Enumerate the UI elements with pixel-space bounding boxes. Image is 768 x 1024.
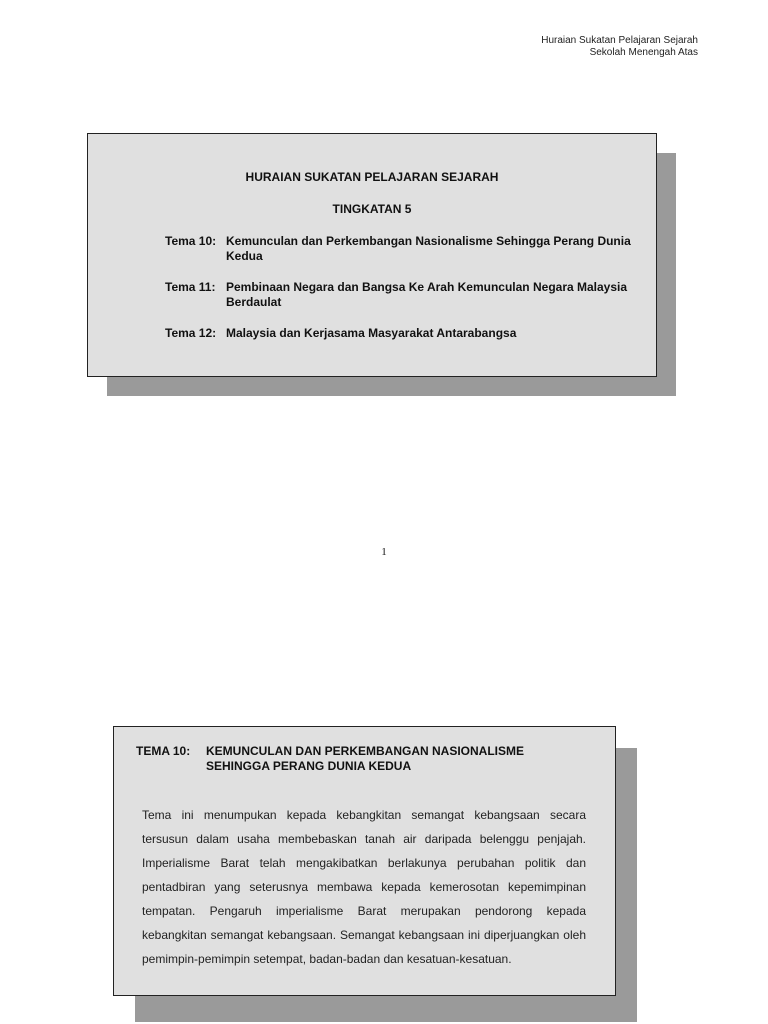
header-line-1: Huraian Sukatan Pelajaran Sejarah (541, 35, 698, 46)
document-title: HURAIAN SUKATAN PELAJARAN SEJARAH (245, 170, 499, 184)
tema-item (165, 280, 635, 310)
section-heading-text: KEMUNCULAN DAN PERKEMBANGAN NASIONALISME SEHINGGA PERANG DUNIA KEDUA (206, 744, 524, 773)
tema-label: Tema 10: (165, 234, 217, 248)
page-number: 1 (381, 546, 387, 558)
page-header (541, 35, 698, 59)
tema-item (165, 234, 635, 264)
tema-text: Kemunculan dan Perkembangan Nasionalisme Sehingga Perang Dunia Kedua (226, 234, 631, 263)
header-line-2: Sekolah Menengah Atas (589, 47, 698, 58)
section-heading-label: TEMA 10: (136, 744, 191, 758)
tema-text: Pembinaan Negara dan Bangsa Ke Arah Kemunculan Negara Malaysia Berdaulat (226, 280, 628, 309)
grade-label: TINGKATAN 5 (332, 202, 412, 216)
tema-10-description-box (113, 726, 616, 996)
section-body: Tema ini menumpukan kepada kebangkitan semangat kebangsaan secara tersusun dalam usaha membebaskan tanah air daripada belenggu penjajah. Imperialisme Barat telah mengakibatkan berlakunya perubahan politik dan pentadbiran yang seterusnya membawa kepada kemerosotan kepemimpinan tempatan. Pengaruh imperialisme Barat merupakan pendorong kepada kebangkitan semangat kebangsaan. Semangat kebangsaan ini diperjuangkan oleh pemimpin-pemimpin setempat, badan-badan dan kesatuan-kesatuan. (142, 808, 586, 966)
tema-label: Tema 12: (165, 326, 217, 340)
section-heading (136, 744, 586, 774)
tema-item (165, 326, 635, 341)
tema-label: Tema 11: (165, 280, 216, 294)
syllabus-title-box (87, 133, 657, 377)
tema-text: Malaysia dan Kerjasama Masyarakat Antarabangsa (226, 326, 517, 340)
